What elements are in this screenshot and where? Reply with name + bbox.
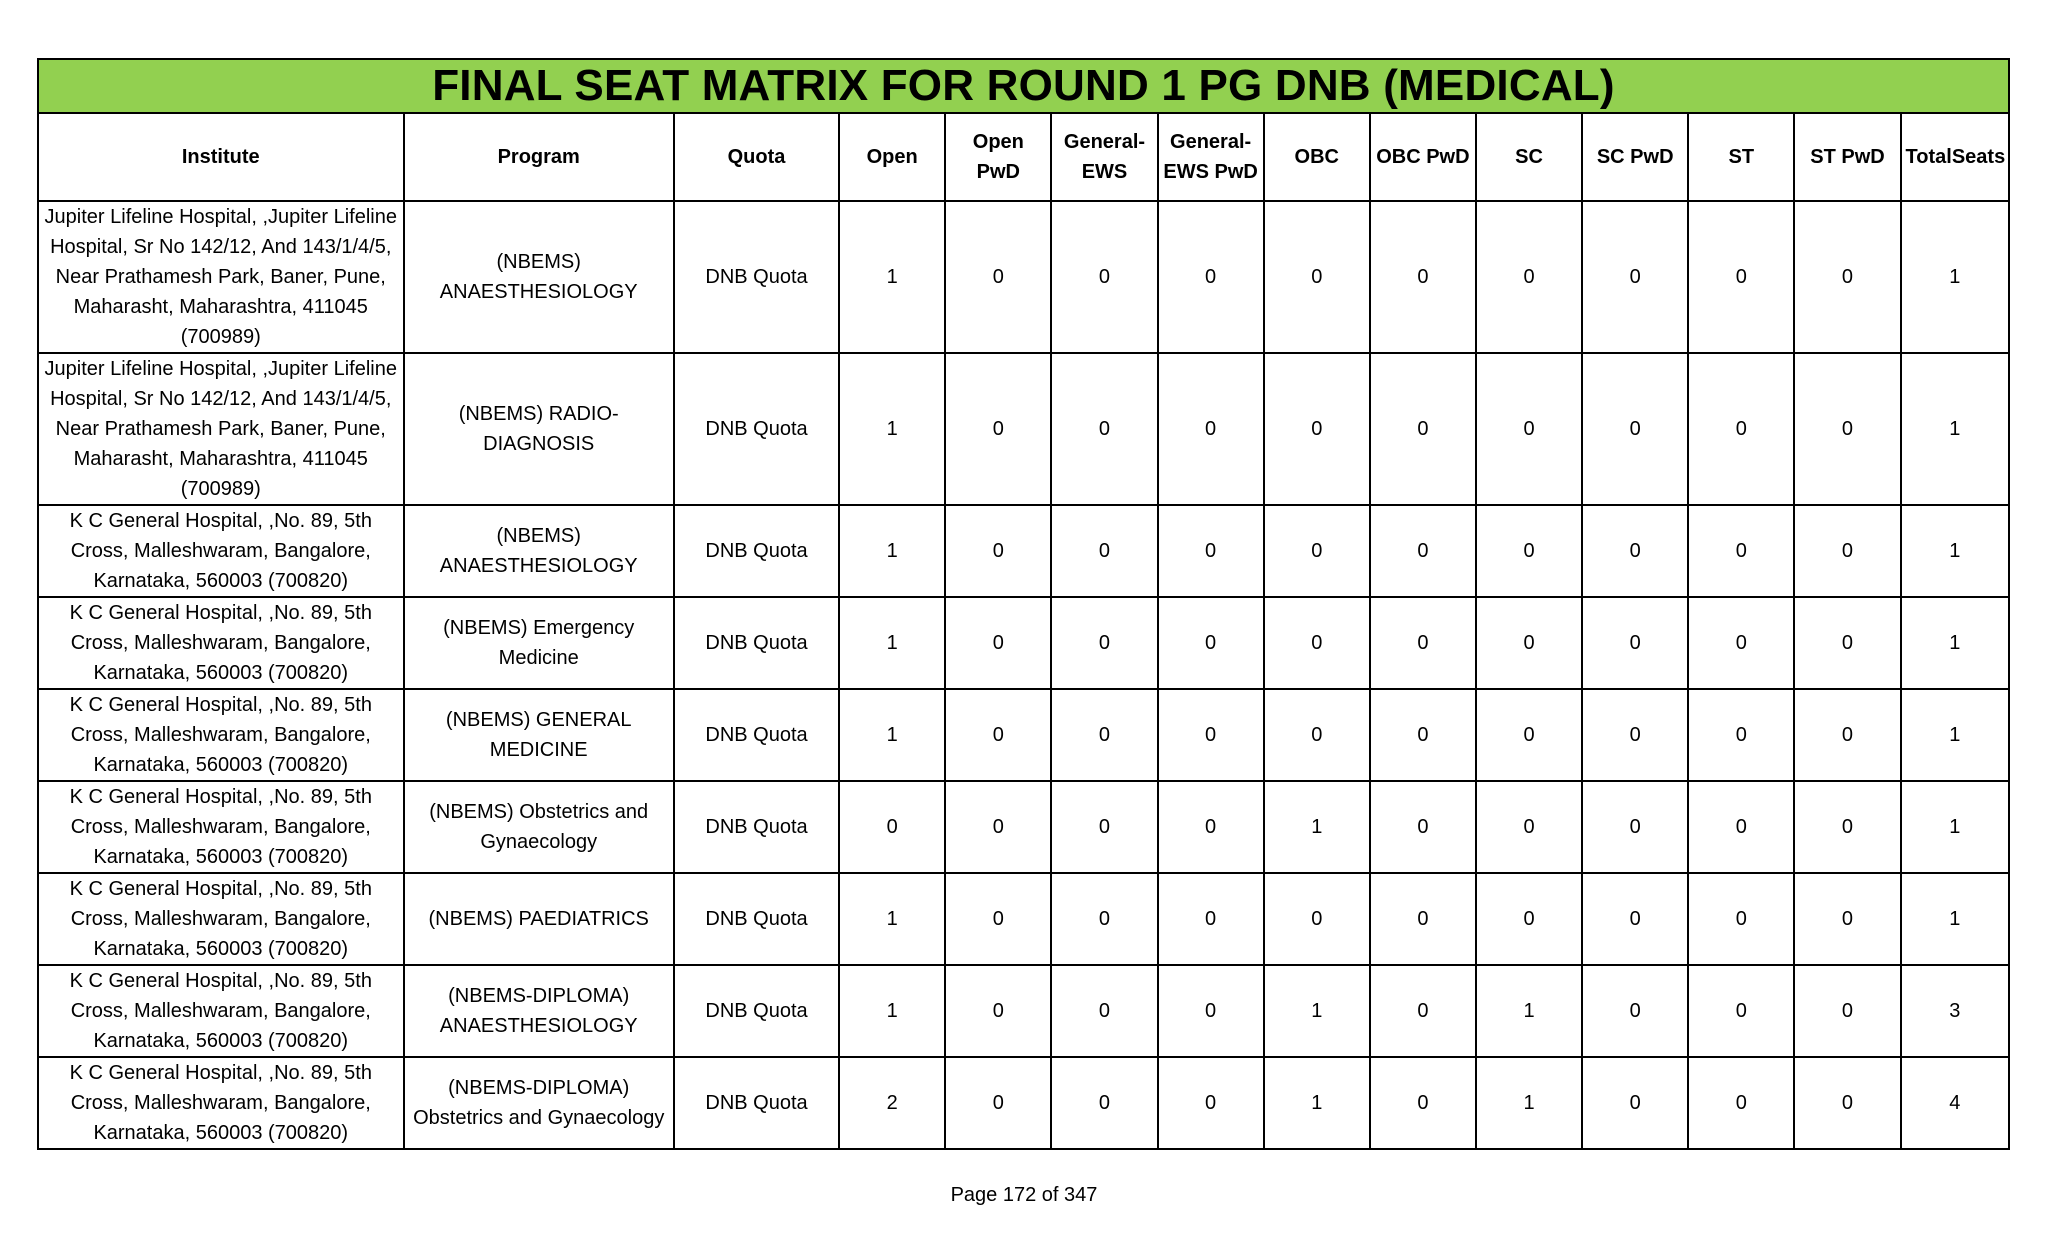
seat-count-cell: 0 xyxy=(1688,873,1794,965)
seat-count-cell: 0 xyxy=(945,201,1051,353)
institute-cell: Jupiter Lifeline Hospital, ,Jupiter Lifeline Hospital, Sr No 142/12, And 143/1/4/5, Near Prathamesh Park, Baner, Pune, Maharasht, Maharashtra, 411045 (700989) xyxy=(38,353,404,505)
seat-count-cell: 0 xyxy=(1370,781,1476,873)
column-header-row xyxy=(38,113,2009,201)
page-number: Page 172 of 347 xyxy=(950,1184,1098,1206)
institute-cell: K C General Hospital, ,No. 89, 5th Cross, Malleshwaram, Bangalore, Karnataka, 560003 (700820) xyxy=(38,597,404,689)
program-cell: (NBEMS) PAEDIATRICS xyxy=(404,873,674,965)
seat-count-cell: 0 xyxy=(1158,873,1264,965)
seat-count-cell: 0 xyxy=(1688,353,1794,505)
seat-count-cell: 0 xyxy=(1688,689,1794,781)
column-header: General-EWS PwD xyxy=(1158,113,1264,201)
seat-count-cell: 0 xyxy=(1370,597,1476,689)
seat-count-cell: 0 xyxy=(1794,597,1900,689)
seat-count-cell: 1 xyxy=(839,965,945,1057)
seat-count-cell: 0 xyxy=(1158,965,1264,1057)
seat-count-cell: 1 xyxy=(1264,965,1370,1057)
seat-count-cell: 0 xyxy=(1051,353,1157,505)
total-seats-cell: 1 xyxy=(1901,689,2009,781)
seat-count-cell: 0 xyxy=(1794,1057,1900,1149)
seat-count-cell: 0 xyxy=(1051,965,1157,1057)
seat-count-cell: 0 xyxy=(1582,597,1688,689)
seat-count-cell: 0 xyxy=(1688,965,1794,1057)
seat-count-cell: 0 xyxy=(1158,201,1264,353)
quota-cell: DNB Quota xyxy=(674,965,839,1057)
quota-cell: DNB Quota xyxy=(674,689,839,781)
column-header: Quota xyxy=(674,113,839,201)
seat-count-cell: 0 xyxy=(945,353,1051,505)
seat-count-cell: 0 xyxy=(839,781,945,873)
seat-count-cell: 0 xyxy=(1158,1057,1264,1149)
seat-count-cell: 0 xyxy=(1688,597,1794,689)
program-cell: (NBEMS) ANAESTHESIOLOGY xyxy=(404,201,674,353)
seat-count-cell: 0 xyxy=(1688,1057,1794,1149)
seat-count-cell: 0 xyxy=(1158,597,1264,689)
seat-count-cell: 0 xyxy=(1370,873,1476,965)
seat-count-cell: 0 xyxy=(945,505,1051,597)
seat-count-cell: 0 xyxy=(1476,505,1582,597)
seat-count-cell: 0 xyxy=(1264,201,1370,353)
quota-cell: DNB Quota xyxy=(674,597,839,689)
table-row xyxy=(38,965,2009,1057)
quota-cell: DNB Quota xyxy=(674,781,839,873)
seat-count-cell: 1 xyxy=(839,505,945,597)
seat-count-cell: 0 xyxy=(1582,781,1688,873)
seat-count-cell: 0 xyxy=(945,597,1051,689)
seat-count-cell: 0 xyxy=(1476,873,1582,965)
institute-cell: K C General Hospital, ,No. 89, 5th Cross, Malleshwaram, Bangalore, Karnataka, 560003 (700820) xyxy=(38,1057,404,1149)
column-header: General-EWS xyxy=(1051,113,1157,201)
seat-count-cell: 0 xyxy=(1158,781,1264,873)
seat-count-cell: 1 xyxy=(1476,965,1582,1057)
page-title: FINAL SEAT MATRIX FOR ROUND 1 PG DNB (MEDICAL) xyxy=(38,59,2009,113)
seat-count-cell: 2 xyxy=(839,1057,945,1149)
program-cell: (NBEMS) GENERAL MEDICINE xyxy=(404,689,674,781)
seat-count-cell: 0 xyxy=(1051,1057,1157,1149)
seat-count-cell: 0 xyxy=(945,965,1051,1057)
seat-count-cell: 0 xyxy=(1582,965,1688,1057)
column-header: TotalSeats xyxy=(1901,113,2009,201)
seat-count-cell: 0 xyxy=(1370,201,1476,353)
seat-count-cell: 0 xyxy=(1370,353,1476,505)
seat-count-cell: 0 xyxy=(1582,689,1688,781)
seat-count-cell: 0 xyxy=(1476,353,1582,505)
seat-count-cell: 0 xyxy=(1582,353,1688,505)
seat-matrix-table xyxy=(37,58,2010,1150)
seat-count-cell: 0 xyxy=(1794,201,1900,353)
seat-count-cell: 1 xyxy=(1476,1057,1582,1149)
table-row xyxy=(38,353,2009,505)
seat-count-cell: 0 xyxy=(1158,689,1264,781)
program-cell: (NBEMS) Obstetrics and Gynaecology xyxy=(404,781,674,873)
institute-cell: K C General Hospital, ,No. 89, 5th Cross, Malleshwaram, Bangalore, Karnataka, 560003 (700820) xyxy=(38,873,404,965)
quota-cell: DNB Quota xyxy=(674,873,839,965)
seat-count-cell: 0 xyxy=(1688,201,1794,353)
seat-count-cell: 0 xyxy=(1264,873,1370,965)
seat-count-cell: 1 xyxy=(1264,1057,1370,1149)
quota-cell: DNB Quota xyxy=(674,505,839,597)
seat-count-cell: 0 xyxy=(1794,505,1900,597)
institute-cell: K C General Hospital, ,No. 89, 5th Cross, Malleshwaram, Bangalore, Karnataka, 560003 (700820) xyxy=(38,781,404,873)
column-header: ST PwD xyxy=(1794,113,1900,201)
column-header: Institute xyxy=(38,113,404,201)
total-seats-cell: 1 xyxy=(1901,873,2009,965)
column-header: Open PwD xyxy=(945,113,1051,201)
program-cell: (NBEMS) RADIO-DIAGNOSIS xyxy=(404,353,674,505)
seat-count-cell: 0 xyxy=(1051,781,1157,873)
seat-count-cell: 1 xyxy=(1264,781,1370,873)
seat-count-cell: 0 xyxy=(1370,965,1476,1057)
seat-count-cell: 0 xyxy=(1794,781,1900,873)
title-row xyxy=(38,59,2009,113)
seat-count-cell: 1 xyxy=(839,873,945,965)
seat-count-cell: 0 xyxy=(1370,689,1476,781)
program-cell: (NBEMS-DIPLOMA) Obstetrics and Gynaecology xyxy=(404,1057,674,1149)
table-row xyxy=(38,201,2009,353)
column-header: OBC PwD xyxy=(1370,113,1476,201)
seat-count-cell: 0 xyxy=(1582,873,1688,965)
seat-count-cell: 0 xyxy=(1051,689,1157,781)
seat-count-cell: 0 xyxy=(1370,1057,1476,1149)
seat-count-cell: 0 xyxy=(1582,201,1688,353)
table-row xyxy=(38,1057,2009,1149)
total-seats-cell: 4 xyxy=(1901,1057,2009,1149)
program-cell: (NBEMS-DIPLOMA) ANAESTHESIOLOGY xyxy=(404,965,674,1057)
total-seats-cell: 1 xyxy=(1901,201,2009,353)
seat-count-cell: 0 xyxy=(1264,505,1370,597)
seat-count-cell: 0 xyxy=(1158,353,1264,505)
quota-cell: DNB Quota xyxy=(674,201,839,353)
column-header: OBC xyxy=(1264,113,1370,201)
seat-count-cell: 0 xyxy=(1158,505,1264,597)
seat-count-cell: 0 xyxy=(1794,965,1900,1057)
quota-cell: DNB Quota xyxy=(674,1057,839,1149)
institute-cell: K C General Hospital, ,No. 89, 5th Cross, Malleshwaram, Bangalore, Karnataka, 560003 (700820) xyxy=(38,505,404,597)
total-seats-cell: 1 xyxy=(1901,505,2009,597)
table-row xyxy=(38,689,2009,781)
seat-count-cell: 0 xyxy=(945,781,1051,873)
institute-cell: K C General Hospital, ,No. 89, 5th Cross, Malleshwaram, Bangalore, Karnataka, 560003 (700820) xyxy=(38,689,404,781)
program-cell: (NBEMS) ANAESTHESIOLOGY xyxy=(404,505,674,597)
seat-count-cell: 0 xyxy=(1264,353,1370,505)
seat-count-cell: 0 xyxy=(1370,505,1476,597)
program-cell: (NBEMS) Emergency Medicine xyxy=(404,597,674,689)
seat-count-cell: 0 xyxy=(1264,597,1370,689)
table-row xyxy=(38,781,2009,873)
table-row xyxy=(38,597,2009,689)
seat-count-cell: 0 xyxy=(1794,689,1900,781)
total-seats-cell: 1 xyxy=(1901,781,2009,873)
seat-count-cell: 0 xyxy=(1476,781,1582,873)
column-header: Open xyxy=(839,113,945,201)
seat-count-cell: 1 xyxy=(839,353,945,505)
seat-count-cell: 0 xyxy=(1688,781,1794,873)
total-seats-cell: 1 xyxy=(1901,353,2009,505)
table-row xyxy=(38,505,2009,597)
seat-count-cell: 0 xyxy=(1582,1057,1688,1149)
seat-count-cell: 0 xyxy=(1264,689,1370,781)
seat-count-cell: 0 xyxy=(945,1057,1051,1149)
seat-count-cell: 0 xyxy=(1688,505,1794,597)
institute-cell: K C General Hospital, ,No. 89, 5th Cross, Malleshwaram, Bangalore, Karnataka, 560003 (700820) xyxy=(38,965,404,1057)
seat-count-cell: 1 xyxy=(839,201,945,353)
seat-count-cell: 0 xyxy=(1051,505,1157,597)
total-seats-cell: 3 xyxy=(1901,965,2009,1057)
seat-count-cell: 0 xyxy=(1051,597,1157,689)
seat-count-cell: 0 xyxy=(1794,873,1900,965)
seat-count-cell: 1 xyxy=(839,597,945,689)
total-seats-cell: 1 xyxy=(1901,597,2009,689)
seat-count-cell: 0 xyxy=(1582,505,1688,597)
quota-cell: DNB Quota xyxy=(674,353,839,505)
table-row xyxy=(38,873,2009,965)
seat-count-cell: 0 xyxy=(945,689,1051,781)
column-header: SC PwD xyxy=(1582,113,1688,201)
column-header: SC xyxy=(1476,113,1582,201)
seat-count-cell: 0 xyxy=(1051,873,1157,965)
seat-count-cell: 1 xyxy=(839,689,945,781)
column-header: ST xyxy=(1688,113,1794,201)
seat-count-cell: 0 xyxy=(1476,597,1582,689)
seat-count-cell: 0 xyxy=(1794,353,1900,505)
column-header: Program xyxy=(404,113,674,201)
seat-count-cell: 0 xyxy=(1051,201,1157,353)
institute-cell: Jupiter Lifeline Hospital, ,Jupiter Lifeline Hospital, Sr No 142/12, And 143/1/4/5, Near Prathamesh Park, Baner, Pune, Maharasht, Maharashtra, 411045 (700989) xyxy=(38,201,404,353)
seat-count-cell: 0 xyxy=(1476,689,1582,781)
seat-count-cell: 0 xyxy=(1476,201,1582,353)
seat-count-cell: 0 xyxy=(945,873,1051,965)
table-body xyxy=(38,201,2009,1149)
